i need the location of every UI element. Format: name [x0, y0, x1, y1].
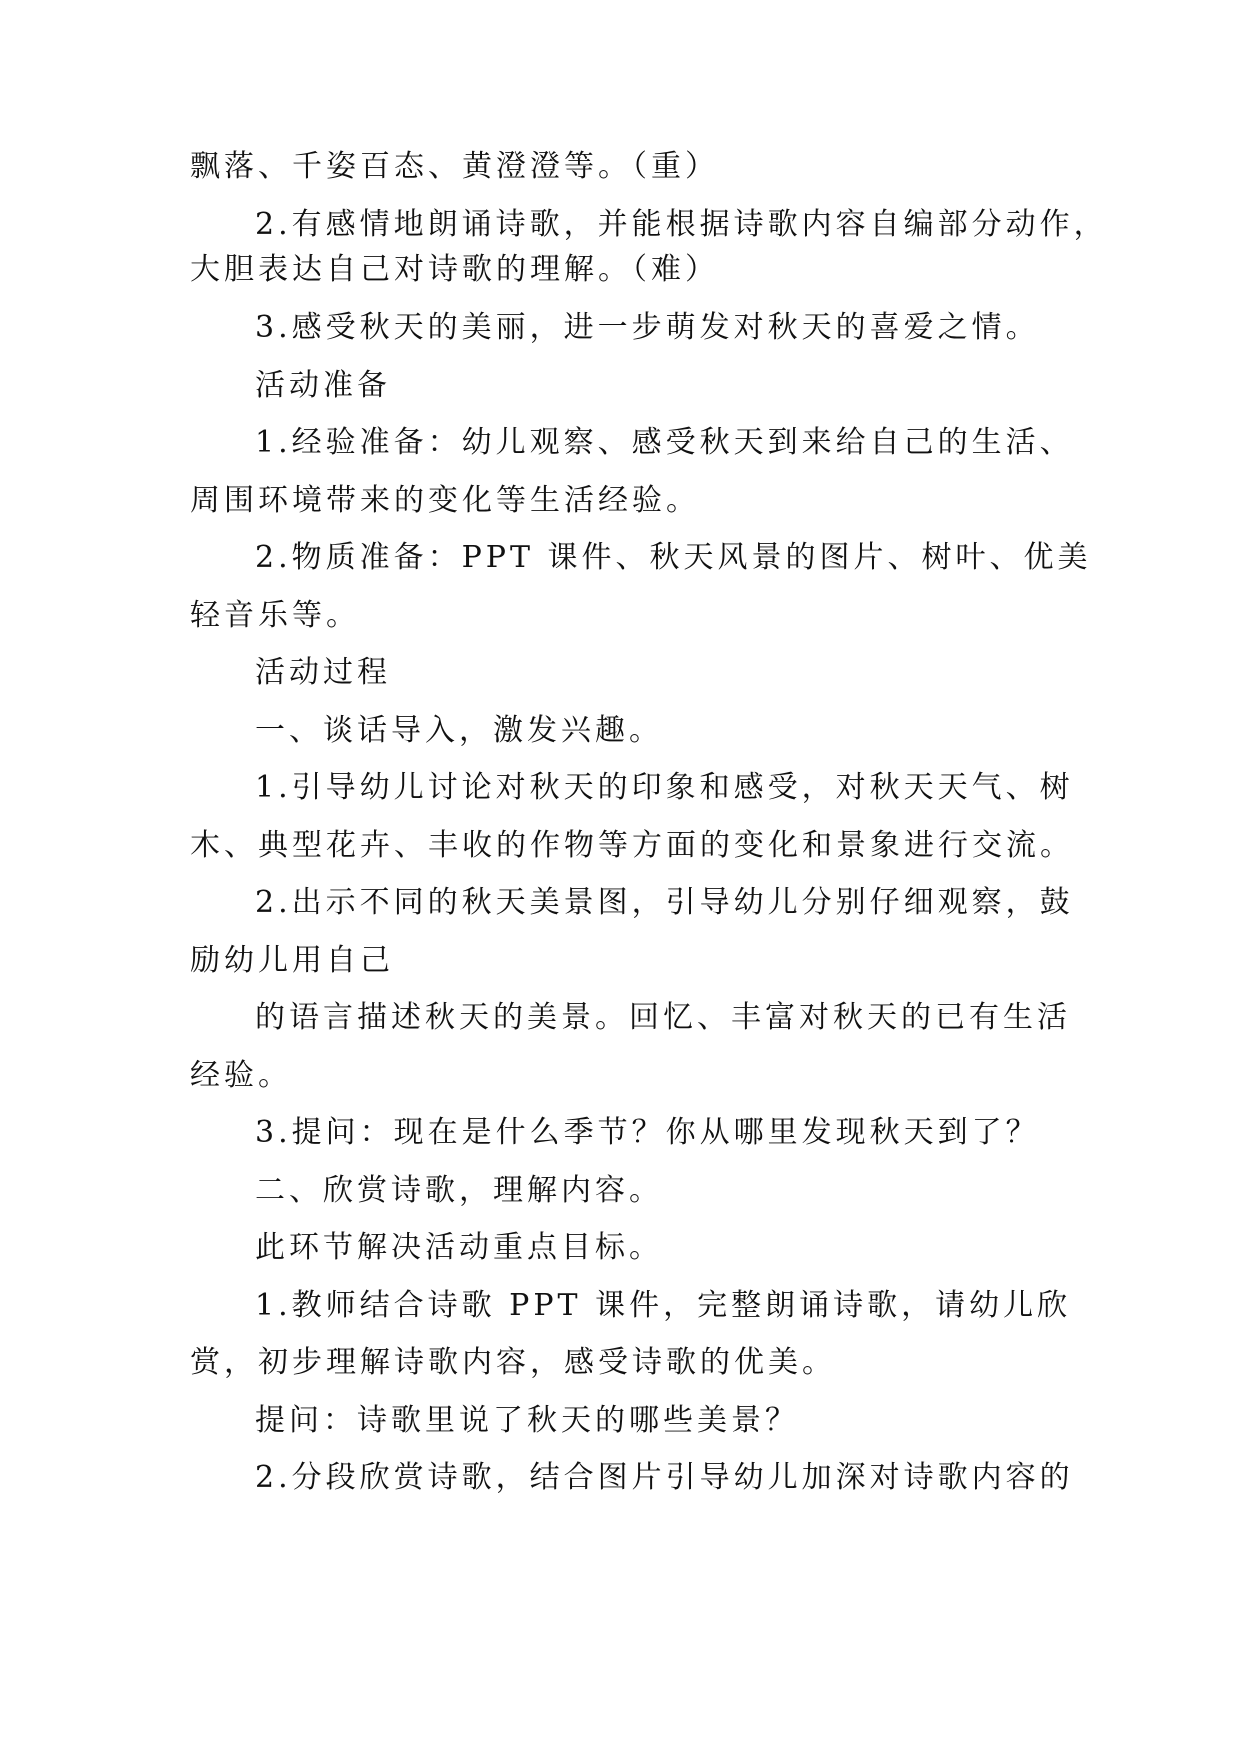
text-line: 一、谈话导入，激发兴趣。 [255, 713, 663, 748]
text-line: 轻音乐等。 [190, 598, 360, 633]
text-line: 二、欣赏诗歌，理解内容。 [255, 1173, 663, 1208]
text-line: 周围环境带来的变化等生活经验。 [190, 483, 700, 518]
text-line: 经验。 [190, 1058, 292, 1093]
text-line: 的语言描述秋天的美景。回忆、丰富对秋天的已有生活 [255, 1000, 1071, 1035]
text-line: 赏，初步理解诗歌内容，感受诗歌的优美。 [190, 1345, 836, 1380]
text-line: 1.引导幼儿讨论对秋天的印象和感受，对秋天天气、树 [255, 770, 1074, 805]
text-line: 2.分段欣赏诗歌，结合图片引导幼儿加深对诗歌内容的 [255, 1460, 1074, 1495]
text-line: 木、典型花卉、丰收的作物等方面的变化和景象进行交流。 [190, 828, 1074, 863]
text-line: 2.出示不同的秋天美景图，引导幼儿分别仔细观察，鼓 [255, 885, 1074, 920]
text-line: 3.感受秋天的美丽，进一步萌发对秋天的喜爱之情。 [255, 310, 1040, 345]
text-line: 飘落、千姿百态、黄澄澄等。（重） [190, 149, 719, 184]
section-heading: 活动过程 [255, 655, 391, 690]
text-line: 2.物质准备：PPT 课件、秋天风景的图片、树叶、优美 [255, 540, 1092, 575]
text-line: 2.有感情地朗诵诗歌，并能根据诗歌内容自编部分动作， [255, 207, 1108, 242]
text-line: 大胆表达自己对诗歌的理解。（难） [190, 252, 719, 287]
section-heading: 活动准备 [255, 368, 391, 403]
text-line: 此环节解决活动重点目标。 [255, 1230, 663, 1265]
text-line: 1.经验准备：幼儿观察、感受秋天到来给自己的生活、 [255, 425, 1074, 460]
text-line: 1.教师结合诗歌 PPT 课件，完整朗诵诗歌，请幼儿欣 [255, 1288, 1072, 1323]
text-line: 提问：诗歌里说了秋天的哪些美景？ [255, 1403, 799, 1438]
text-line: 3.提问：现在是什么季节？你从哪里发现秋天到了？ [255, 1115, 1040, 1150]
text-line: 励幼儿用自己 [190, 943, 394, 978]
